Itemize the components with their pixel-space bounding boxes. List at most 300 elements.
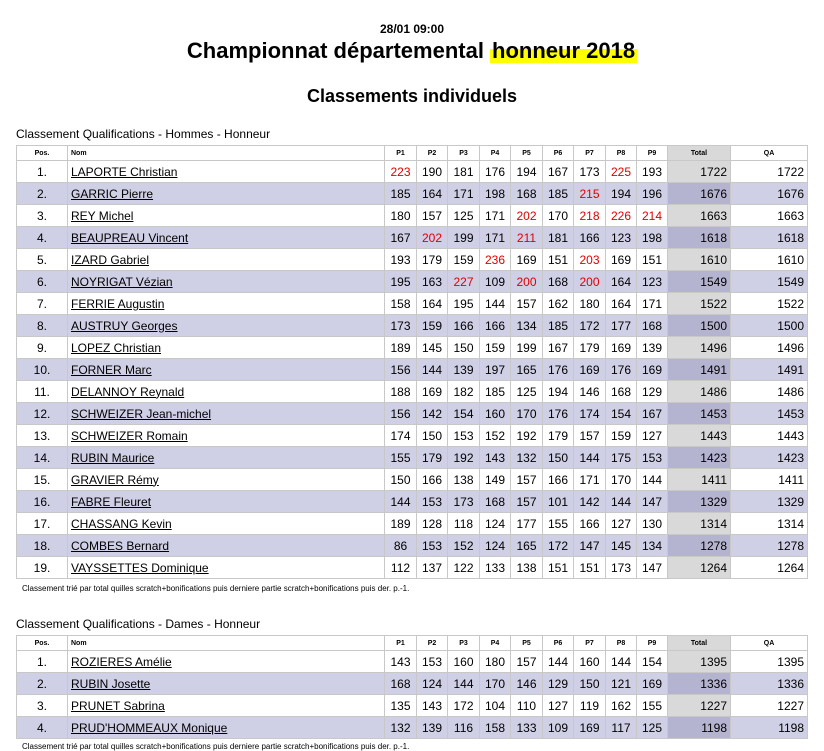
score-cell-p9: 139	[637, 337, 668, 359]
name-cell	[68, 535, 385, 557]
position-cell: 10.	[17, 359, 68, 381]
column-header: P8	[606, 636, 637, 651]
score-cell-p8: 145	[606, 535, 637, 557]
score-cell-p3: 152	[448, 535, 480, 557]
total-cell: 1610	[668, 249, 731, 271]
table-row	[17, 293, 808, 315]
score-cell-p2: 150	[417, 425, 448, 447]
score-cell-p7: 166	[574, 513, 606, 535]
column-header: P2	[417, 636, 448, 651]
score-cell-p1: 180	[385, 205, 417, 227]
score-cell-p1: 195	[385, 271, 417, 293]
qa-cell: 1264	[731, 557, 808, 579]
score-cell-p1: 132	[385, 717, 417, 739]
total-cell: 1411	[668, 469, 731, 491]
score-cell-p7: 150	[574, 673, 606, 695]
score-cell-p2: 124	[417, 673, 448, 695]
name-cell	[68, 651, 385, 673]
score-cell-p7: 172	[574, 315, 606, 337]
score-cell-p9: 154	[637, 651, 668, 673]
score-cell-p1: 158	[385, 293, 417, 315]
score-cell-p1: 150	[385, 469, 417, 491]
score-cell-p7: 173	[574, 161, 606, 183]
score-cell-p1: 174	[385, 425, 417, 447]
score-cell-p5: 199	[511, 337, 543, 359]
score-cell-p9: 196	[637, 183, 668, 205]
score-cell-p4: 158	[480, 717, 511, 739]
score-cell-p7: 215	[574, 183, 606, 205]
name-cell	[68, 205, 385, 227]
score-cell-p3: 159	[448, 249, 480, 271]
score-cell-p2: 139	[417, 717, 448, 739]
column-header: QA	[731, 636, 808, 651]
score-cell-p1: 143	[385, 651, 417, 673]
total-cell: 1395	[668, 651, 731, 673]
score-cell-p4: 171	[480, 227, 511, 249]
score-cell-p9: 147	[637, 491, 668, 513]
score-cell-p2: 157	[417, 205, 448, 227]
page-subtitle: Classements individuels	[306, 86, 518, 106]
score-cell-p7: 179	[574, 337, 606, 359]
score-cell-p1: 86	[385, 535, 417, 557]
name-cell	[68, 293, 385, 315]
score-cell-p9: 125	[637, 717, 668, 739]
score-cell-p5: 165	[511, 535, 543, 557]
score-cell-p7: 147	[574, 535, 606, 557]
score-cell-p6: 129	[543, 673, 574, 695]
name-cell	[68, 381, 385, 403]
qa-cell: 1618	[731, 227, 808, 249]
score-cell-p8: 194	[606, 183, 637, 205]
score-cell-p4: 124	[480, 513, 511, 535]
score-cell-p8: 144	[606, 651, 637, 673]
total-cell: 1496	[668, 337, 731, 359]
score-cell-p5: 194	[511, 161, 543, 183]
name-cell	[68, 447, 385, 469]
column-header: P6	[543, 146, 574, 161]
score-cell-p5: 202	[511, 205, 543, 227]
score-cell-p9: 127	[637, 425, 668, 447]
sort-note-hommes: Classement trié par total quilles scratch+bonifications puis derniere partie scratch+bonifications puis der. p.-1.	[22, 584, 410, 593]
score-cell-p8: 121	[606, 673, 637, 695]
table-header-row	[17, 636, 808, 651]
total-cell: 1722	[668, 161, 731, 183]
score-cell-p1: 156	[385, 403, 417, 425]
score-cell-p3: 192	[448, 447, 480, 469]
table-row	[17, 491, 808, 513]
score-cell-p6: 185	[543, 315, 574, 337]
total-cell: 1314	[668, 513, 731, 535]
score-cell-p9: 129	[637, 381, 668, 403]
score-cell-p8: 177	[606, 315, 637, 337]
column-header: P7	[574, 636, 606, 651]
score-cell-p3: 150	[448, 337, 480, 359]
name-cell	[68, 227, 385, 249]
title-highlight: honneur 2018	[492, 38, 636, 63]
score-cell-p8: 173	[606, 557, 637, 579]
column-header: P7	[574, 146, 606, 161]
score-cell-p6: 166	[543, 469, 574, 491]
score-cell-p3: 172	[448, 695, 480, 717]
score-cell-p1: 189	[385, 513, 417, 535]
total-cell: 1423	[668, 447, 731, 469]
score-cell-p6: 185	[543, 183, 574, 205]
score-cell-p9: 123	[637, 271, 668, 293]
player-name-link[interactable]: LOPEZ Christian	[71, 340, 162, 355]
score-cell-p6: 176	[543, 359, 574, 381]
total-cell: 1486	[668, 381, 731, 403]
score-cell-p7: 142	[574, 491, 606, 513]
score-cell-p6: 144	[543, 651, 574, 673]
score-cell-p2: 142	[417, 403, 448, 425]
qa-cell: 1722	[731, 161, 808, 183]
table-row	[17, 271, 808, 293]
total-cell: 1329	[668, 491, 731, 513]
name-cell	[68, 183, 385, 205]
score-cell-p3: 195	[448, 293, 480, 315]
column-header: P1	[385, 636, 417, 651]
name-cell	[68, 315, 385, 337]
score-cell-p6: 167	[543, 161, 574, 183]
table-row	[17, 403, 808, 425]
score-cell-p3: 160	[448, 651, 480, 673]
score-cell-p5: 170	[511, 403, 543, 425]
score-cell-p2: 190	[417, 161, 448, 183]
position-cell: 14.	[17, 447, 68, 469]
player-name-link[interactable]: PRUD'HOMMEAUX Monique	[71, 720, 228, 735]
score-cell-p2: 128	[417, 513, 448, 535]
column-header: P4	[480, 636, 511, 651]
score-cell-p2: 169	[417, 381, 448, 403]
position-cell: 5.	[17, 249, 68, 271]
score-cell-p5: 192	[511, 425, 543, 447]
score-cell-p7: 144	[574, 447, 606, 469]
column-header: Nom	[68, 636, 385, 651]
score-cell-p6: 127	[543, 695, 574, 717]
qa-cell: 1486	[731, 381, 808, 403]
table-row	[17, 447, 808, 469]
score-cell-p9: 214	[637, 205, 668, 227]
score-cell-p8: 117	[606, 717, 637, 739]
position-cell: 9.	[17, 337, 68, 359]
table-row	[17, 227, 808, 249]
column-header: P3	[448, 146, 480, 161]
score-cell-p4: 104	[480, 695, 511, 717]
qa-cell: 1329	[731, 491, 808, 513]
player-name-link[interactable]: NOYRIGAT Vézian	[71, 274, 173, 289]
player-name-link[interactable]: SCHWEIZER Jean-michel	[71, 406, 212, 421]
total-cell: 1663	[668, 205, 731, 227]
table-row	[17, 315, 808, 337]
table-row	[17, 695, 808, 717]
score-cell-p5: 157	[511, 293, 543, 315]
score-cell-p2: 144	[417, 359, 448, 381]
score-cell-p7: 160	[574, 651, 606, 673]
score-cell-p8: 225	[606, 161, 637, 183]
player-name-link[interactable]: SCHWEIZER Romain	[71, 428, 188, 443]
score-cell-p1: 173	[385, 315, 417, 337]
score-cell-p9: 198	[637, 227, 668, 249]
player-name-link[interactable]: GARRIC Pierre	[71, 186, 154, 201]
column-header: P1	[385, 146, 417, 161]
player-name-link[interactable]: GRAVIER Rémy	[71, 472, 159, 487]
score-cell-p5: 177	[511, 513, 543, 535]
name-cell	[68, 403, 385, 425]
player-name-link[interactable]: CHASSANG Kevin	[71, 516, 172, 531]
name-cell	[68, 337, 385, 359]
score-cell-p6: 176	[543, 403, 574, 425]
score-cell-p5: 211	[511, 227, 543, 249]
player-name-link[interactable]: PRUNET Sabrina	[71, 698, 165, 713]
column-header: P8	[606, 146, 637, 161]
score-cell-p7: 218	[574, 205, 606, 227]
score-cell-p1: 167	[385, 227, 417, 249]
score-cell-p9: 193	[637, 161, 668, 183]
position-cell: 2.	[17, 183, 68, 205]
table-row	[17, 249, 808, 271]
total-cell: 1264	[668, 557, 731, 579]
score-cell-p5: 132	[511, 447, 543, 469]
column-header: P9	[637, 636, 668, 651]
score-cell-p3: 227	[448, 271, 480, 293]
table-row	[17, 717, 808, 739]
score-cell-p5: 157	[511, 651, 543, 673]
score-cell-p8: 127	[606, 513, 637, 535]
score-cell-p1: 189	[385, 337, 417, 359]
score-cell-p5: 125	[511, 381, 543, 403]
score-cell-p2: 153	[417, 491, 448, 513]
score-cell-p4: 159	[480, 337, 511, 359]
score-cell-p2: 143	[417, 695, 448, 717]
score-cell-p6: 162	[543, 293, 574, 315]
position-cell: 19.	[17, 557, 68, 579]
total-cell: 1491	[668, 359, 731, 381]
position-cell: 12.	[17, 403, 68, 425]
name-cell	[68, 359, 385, 381]
player-name-link[interactable]: IZARD Gabriel	[71, 252, 150, 267]
score-cell-p5: 200	[511, 271, 543, 293]
score-cell-p9: 144	[637, 469, 668, 491]
table-row	[17, 205, 808, 227]
title-main: Championnat départemental	[186, 38, 491, 63]
score-cell-p4: 180	[480, 651, 511, 673]
sort-note-dames: Classement trié par total quilles scratch+bonifications puis derniere partie scratch+bonifications puis der. p.-1.	[22, 742, 410, 751]
score-cell-p9: 134	[637, 535, 668, 557]
score-cell-p4: 176	[480, 161, 511, 183]
score-cell-p8: 168	[606, 381, 637, 403]
score-cell-p2: 153	[417, 651, 448, 673]
score-cell-p9: 155	[637, 695, 668, 717]
score-cell-p7: 171	[574, 469, 606, 491]
score-cell-p3: 125	[448, 205, 480, 227]
table-row	[17, 651, 808, 673]
column-header: P5	[511, 146, 543, 161]
score-cell-p2: 166	[417, 469, 448, 491]
player-name-link[interactable]: RUBIN Maurice	[71, 450, 155, 465]
total-cell: 1549	[668, 271, 731, 293]
score-cell-p1: 168	[385, 673, 417, 695]
score-cell-p1: 155	[385, 447, 417, 469]
table-row	[17, 183, 808, 205]
position-cell: 4.	[17, 717, 68, 739]
name-cell	[68, 491, 385, 513]
name-cell	[68, 717, 385, 739]
player-name-link[interactable]: LAPORTE Christian	[71, 164, 178, 179]
position-cell: 7.	[17, 293, 68, 315]
score-cell-p9: 168	[637, 315, 668, 337]
score-cell-p7: 119	[574, 695, 606, 717]
score-cell-p8: 164	[606, 293, 637, 315]
position-cell: 17.	[17, 513, 68, 535]
total-cell: 1618	[668, 227, 731, 249]
score-cell-p1: 188	[385, 381, 417, 403]
score-cell-p1: 193	[385, 249, 417, 271]
score-cell-p9: 153	[637, 447, 668, 469]
score-cell-p5: 134	[511, 315, 543, 337]
position-cell: 11.	[17, 381, 68, 403]
score-cell-p3: 182	[448, 381, 480, 403]
score-cell-p6: 151	[543, 557, 574, 579]
score-cell-p2: 179	[417, 447, 448, 469]
score-cell-p5: 133	[511, 717, 543, 739]
player-name-link[interactable]: DELANNOY Reynald	[71, 384, 185, 399]
score-cell-p6: 170	[543, 205, 574, 227]
player-name-link[interactable]: COMBES Bernard	[71, 538, 170, 553]
score-cell-p4: 133	[480, 557, 511, 579]
score-cell-p8: 170	[606, 469, 637, 491]
score-cell-p5: 165	[511, 359, 543, 381]
score-cell-p4: 149	[480, 469, 511, 491]
score-cell-p3: 139	[448, 359, 480, 381]
player-name-link[interactable]: BEAUPREAU Vincent	[71, 230, 189, 245]
section-title-dames: Classement Qualifications - Dames - Honneur	[16, 617, 261, 631]
total-cell: 1227	[668, 695, 731, 717]
score-cell-p4: 197	[480, 359, 511, 381]
score-cell-p5: 157	[511, 491, 543, 513]
score-cell-p4: 143	[480, 447, 511, 469]
total-cell: 1500	[668, 315, 731, 337]
player-name-link[interactable]: RUBIN Josette	[71, 676, 151, 691]
position-cell: 1.	[17, 161, 68, 183]
score-cell-p6: 167	[543, 337, 574, 359]
qa-cell: 1549	[731, 271, 808, 293]
score-cell-p7: 200	[574, 271, 606, 293]
qa-cell: 1522	[731, 293, 808, 315]
score-cell-p7: 166	[574, 227, 606, 249]
player-name-link[interactable]: ROZIERES Amélie	[71, 654, 172, 669]
score-cell-p1: 112	[385, 557, 417, 579]
score-cell-p8: 123	[606, 227, 637, 249]
score-cell-p7: 157	[574, 425, 606, 447]
score-cell-p8: 162	[606, 695, 637, 717]
score-cell-p6: 150	[543, 447, 574, 469]
total-cell: 1453	[668, 403, 731, 425]
score-cell-p4: 236	[480, 249, 511, 271]
column-header: P5	[511, 636, 543, 651]
name-cell	[68, 513, 385, 535]
qa-cell: 1663	[731, 205, 808, 227]
qa-cell: 1423	[731, 447, 808, 469]
column-header: P4	[480, 146, 511, 161]
column-header: QA	[731, 146, 808, 161]
position-cell: 2.	[17, 673, 68, 695]
table-row	[17, 469, 808, 491]
score-cell-p5: 110	[511, 695, 543, 717]
score-cell-p3: 122	[448, 557, 480, 579]
name-cell	[68, 271, 385, 293]
score-cell-p8: 164	[606, 271, 637, 293]
score-cell-p6: 155	[543, 513, 574, 535]
score-cell-p3: 166	[448, 315, 480, 337]
player-name-link[interactable]: REY Michel	[71, 208, 134, 223]
score-cell-p2: 153	[417, 535, 448, 557]
score-cell-p7: 151	[574, 557, 606, 579]
position-cell: 4.	[17, 227, 68, 249]
position-cell: 3.	[17, 695, 68, 717]
position-cell: 13.	[17, 425, 68, 447]
score-cell-p1: 223	[385, 161, 417, 183]
position-cell: 15.	[17, 469, 68, 491]
score-cell-p4: 152	[480, 425, 511, 447]
score-cell-p6: 168	[543, 271, 574, 293]
score-cell-p7: 180	[574, 293, 606, 315]
column-header: Pos.	[17, 146, 68, 161]
page-title	[0, 38, 824, 64]
ranking-table-dames	[16, 635, 808, 739]
score-cell-p6: 109	[543, 717, 574, 739]
name-cell	[68, 673, 385, 695]
name-cell	[68, 557, 385, 579]
name-cell	[68, 425, 385, 447]
score-cell-p6: 194	[543, 381, 574, 403]
section-title-hommes: Classement Qualifications - Hommes - Honneur	[16, 127, 271, 141]
player-name-link[interactable]: FORNER Marc	[71, 362, 152, 377]
score-cell-p9: 151	[637, 249, 668, 271]
position-cell: 18.	[17, 535, 68, 557]
score-cell-p4: 198	[480, 183, 511, 205]
total-cell: 1336	[668, 673, 731, 695]
ranking-table-hommes	[16, 145, 808, 579]
column-header: P3	[448, 636, 480, 651]
score-cell-p2: 164	[417, 183, 448, 205]
score-cell-p9: 167	[637, 403, 668, 425]
score-cell-p4: 124	[480, 535, 511, 557]
player-name-link[interactable]: VAYSSETTES Dominique	[71, 560, 209, 575]
table-row	[17, 673, 808, 695]
qa-cell: 1500	[731, 315, 808, 337]
score-cell-p8: 144	[606, 491, 637, 513]
score-cell-p3: 173	[448, 491, 480, 513]
score-cell-p4: 160	[480, 403, 511, 425]
score-cell-p6: 151	[543, 249, 574, 271]
qa-cell: 1411	[731, 469, 808, 491]
table-header-row	[17, 146, 808, 161]
player-name-link[interactable]: AUSTRUY Georges	[71, 318, 178, 333]
total-cell: 1522	[668, 293, 731, 315]
player-name-link[interactable]: FABRE Fleuret	[71, 494, 152, 509]
score-cell-p2: 164	[417, 293, 448, 315]
qa-cell: 1198	[731, 717, 808, 739]
score-cell-p7: 169	[574, 359, 606, 381]
column-header: Pos.	[17, 636, 68, 651]
qa-cell: 1336	[731, 673, 808, 695]
total-cell: 1443	[668, 425, 731, 447]
score-cell-p9: 169	[637, 359, 668, 381]
score-cell-p9: 130	[637, 513, 668, 535]
score-cell-p2: 179	[417, 249, 448, 271]
player-name-link[interactable]: FERRIE Augustin	[71, 296, 165, 311]
score-cell-p4: 168	[480, 491, 511, 513]
